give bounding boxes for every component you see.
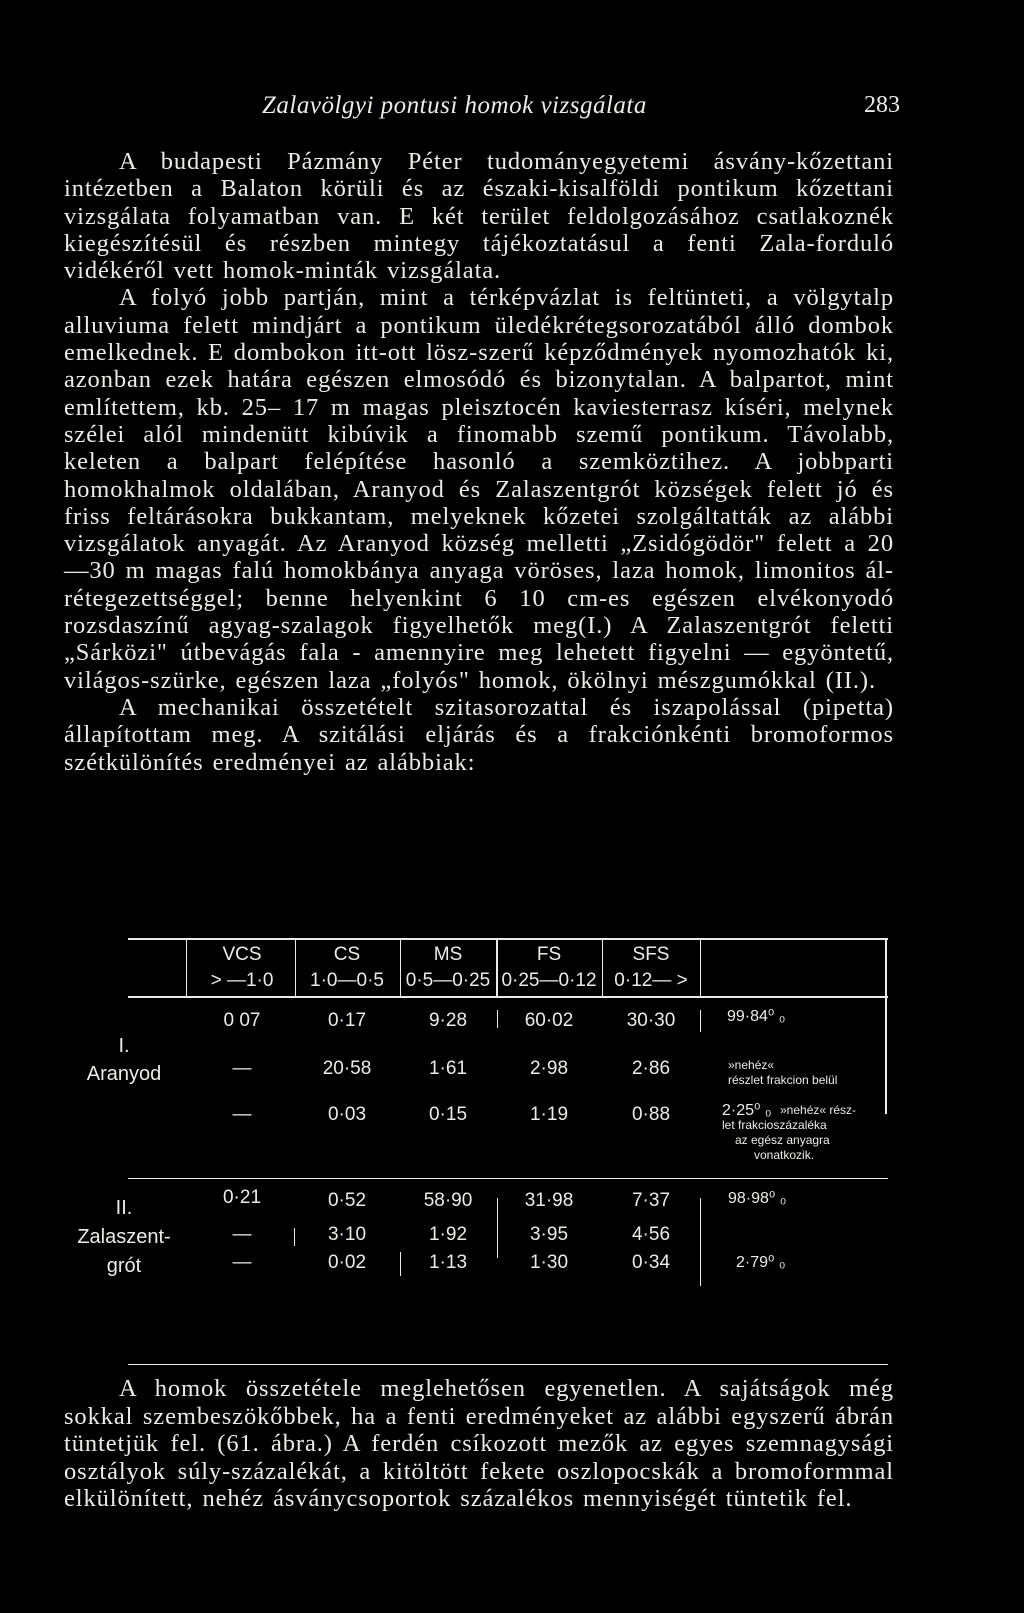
group-label-name: Zalaszent- <box>77 1226 171 1248</box>
cell-rule <box>294 1228 295 1246</box>
paragraph-2: A folyó jobb partján, mint a térképvázlat is feltünteti, a völgytalp alluviuma felett mindjárt a pontikum üledékrétegsorozatából álló dombok emelkednek. E dombokon itt-ott lösz-szerű képződmények nyomozhatók ki, azonban ezek határa egészen elmosódó és bizonytalan. A balpartot, mint említettem, kb. 25– 17 m magas pleisztocén kaviesterrasz kíséri, melynek szélei alól mindenütt kibúvik a finomabb szemű pontikum. Távolabb, keleten a balpart felépítése hasonló a szemköztihez. A jobbparti homokhalmok oldalában, Aranyod és Zalaszentgrót községek felett jó és friss feltárásokra bukkantam, melyeknek kőzetei szolgáltatták az alábbi vizsgálatok anyagát. Az Aranyod község melletti „Zsidógödör" felett a 20—30 m magas falú homokbánya anyaga vöröses, laza homok, limonitos ál-rétegezettséggel; benne helyenkint 6 10 cm-es egészen elvékonyodó rozsdaszínű agyag-szalagok figyelhetők meg(I.) A Zalaszentgrót feletti „Sárközi" útbevágás fala - amennyire meg lehetett figyelni — egyöntetű, világos-szürke, egészen laza „folyós" homok, ökölnyi mészgumókkal (II.). <box>64 284 894 694</box>
table-cell: — <box>232 1104 252 1125</box>
table-cell: 58·90 <box>423 1190 473 1211</box>
row-note-line: vonatkozik. <box>754 1148 815 1162</box>
col-rule <box>700 938 701 996</box>
cell-rule <box>497 1198 498 1258</box>
row-note: 2·79⁰ ₀ <box>736 1254 786 1271</box>
col-rule <box>496 938 498 996</box>
table-cell: 60·02 <box>524 1010 574 1031</box>
table-cell: 1·19 <box>529 1104 569 1125</box>
row-note-line: let frakcioszázaléka <box>722 1118 827 1132</box>
right-rule <box>885 938 887 1114</box>
col-range-fs: 0·25—0·12 <box>501 970 597 991</box>
row-note-line: »nehéz« rész- <box>780 1103 857 1117</box>
row-note-line: részlet frakcion belül <box>728 1073 838 1087</box>
cell-rule <box>700 1010 701 1032</box>
table-cell: 0·34 <box>631 1252 671 1273</box>
page-header <box>0 92 1024 132</box>
col-range-sfs: 0·12— > <box>614 970 688 991</box>
paragraph-1: A budapesti Pázmány Péter tudományegyetemi ásvány-kőzettani intézetben a Balaton körüli és az északi-kisalföldi pontikum kőzettani vizsgálata folyamatban van. E két terület feldolgozásához csatlakoznék kiegészítésül és részben mintegy tájékoztatásul a fenti Zala-forduló vidékéről vett homok-minták vizsgálata. <box>64 148 894 285</box>
row-note-line: az egész anyagra <box>735 1133 830 1147</box>
table-cell: 30·30 <box>626 1010 676 1031</box>
group-separator-rule <box>128 1178 888 1179</box>
group-label-name: Aranyod <box>86 1063 162 1085</box>
table-cell: 0 07 <box>223 1010 261 1031</box>
col-rule <box>602 938 603 996</box>
col-range-cs: 1·0—0·5 <box>310 970 384 991</box>
page-number: 283 <box>864 92 900 118</box>
group-label-number: II. <box>115 1197 133 1219</box>
col-header-vcs: VCS <box>222 944 262 965</box>
col-range-ms: 0·5—0·25 <box>405 970 491 991</box>
running-title: Zalavölgyi pontusi homok vizsgálata <box>262 92 647 119</box>
table-cell: 31·98 <box>524 1190 574 1211</box>
table-cell: 3·95 <box>529 1224 569 1245</box>
table-cell: 4·56 <box>631 1224 671 1245</box>
table-cell: 1·61 <box>428 1058 468 1079</box>
table-cell: 0·52 <box>327 1190 367 1211</box>
table-cell: 0·88 <box>631 1104 671 1125</box>
table-cell: 0·03 <box>327 1104 367 1125</box>
table-header-rule <box>128 996 888 998</box>
col-header-ms: MS <box>433 944 463 965</box>
closing-paragraph: A homok összetétele meglehetősen egyenetlen. A sajátságok még sokkal szembeszökőbbek, ha a fenti eredményeket az alábbi egyszerű ábrán tüntetjük fel. (61. ábra.) A ferdén csíkozott mezők az egyes szemnagysági osztályok súly-százalékát, a kitöltött fekete oszlopocskák a bromoformmal elkülönített, nehéz ásványcsoportok százalékos mennyiségét tüntetik fel. <box>64 1375 894 1513</box>
row-note-line: »nehéz« <box>728 1058 775 1072</box>
table-bottom-rule <box>128 1364 888 1365</box>
table-top-rule <box>128 938 888 940</box>
col-rule <box>400 938 401 996</box>
table-cell: 1·13 <box>428 1252 468 1273</box>
col-rule <box>295 938 296 996</box>
table-cell: 1·30 <box>529 1252 569 1273</box>
table-cell: — <box>232 1224 252 1245</box>
cell-rule <box>700 1198 701 1286</box>
col-rule <box>186 938 187 996</box>
group-label-number: I. <box>118 1035 130 1057</box>
table-cell: — <box>232 1252 252 1273</box>
row-note: 2·25⁰ ₀ <box>722 1102 772 1119</box>
col-header-fs: FS <box>536 944 562 965</box>
closing-text <box>64 1375 894 1513</box>
paragraph-3: A mechanikai összetételt szitasorozattal és iszapolással (pipetta) állapítottam meg. A szitálási eljárás és a frakciónkénti bromoformos szétkülönítés eredményei az alábbiak: <box>64 693 894 776</box>
col-header-cs: CS <box>333 944 361 965</box>
table-cell: 2·86 <box>631 1058 671 1079</box>
table-cell: 0·17 <box>327 1010 367 1031</box>
table-cell: 20·58 <box>322 1058 372 1079</box>
table-cell: 0·02 <box>327 1252 367 1273</box>
cell-rule <box>400 1252 401 1276</box>
table-cell: 0·21 <box>222 1187 262 1208</box>
body-text <box>64 148 894 776</box>
cell-rule <box>497 1010 498 1028</box>
table-cell: 1·92 <box>428 1224 468 1245</box>
row-note: 99·84⁰ ₀ <box>727 1008 786 1025</box>
table-cell: 0·15 <box>428 1104 468 1125</box>
table-cell: — <box>232 1058 252 1079</box>
col-range-vcs: > —1·0 <box>210 970 274 991</box>
table-cell: 3·10 <box>327 1224 367 1245</box>
group-label-name-cont: grót <box>106 1255 142 1277</box>
table-cell: 2·98 <box>529 1058 569 1079</box>
col-header-sfs: SFS <box>632 944 670 965</box>
table-cell: 9·28 <box>428 1010 468 1031</box>
table-cell: 7·37 <box>631 1190 671 1211</box>
row-note: 98·98⁰ ₀ <box>728 1190 787 1207</box>
